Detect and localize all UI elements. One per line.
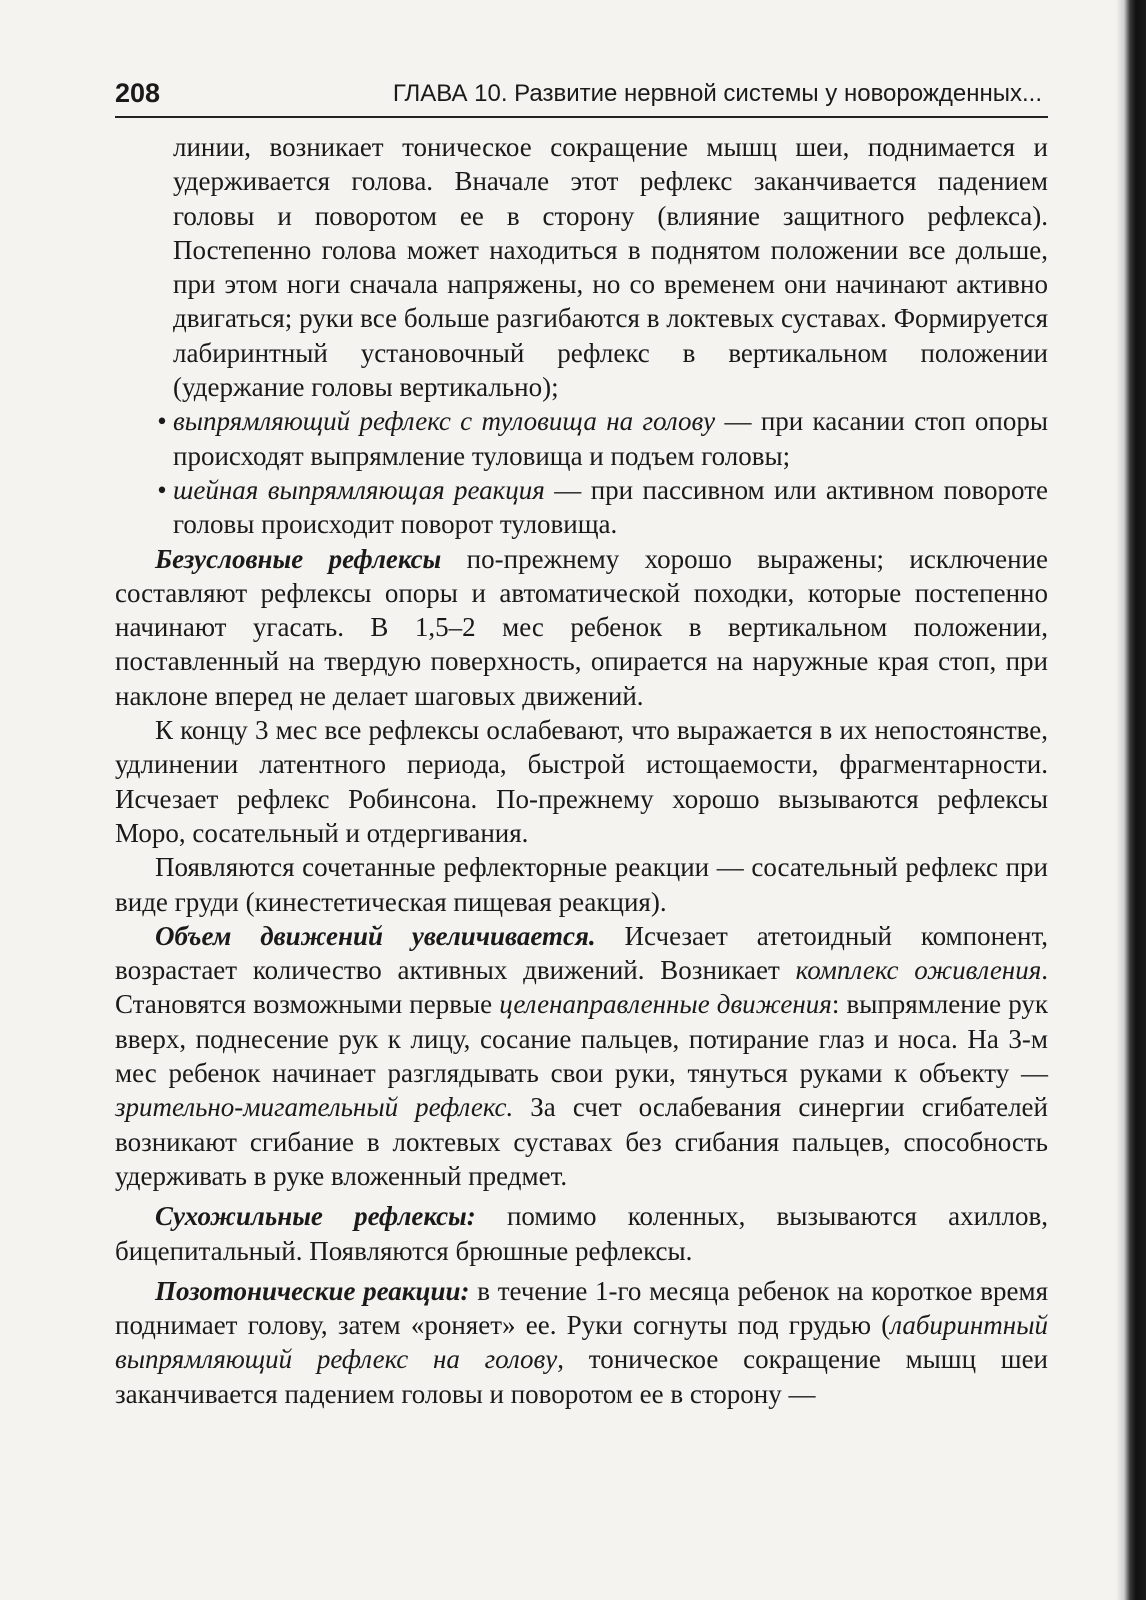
paragraph-weakening: К концу 3 мес все рефлексы ослабевают, что выражается в их непостоянстве, удлинении латентного периода, быстрой истощаемости, фрагментарности. Исчезает рефлекс Робинсона. По-прежнему хорошо вызываются рефлексы Моро, сосательный и отдергивания. — [115, 715, 1048, 848]
page-number: 208 — [115, 78, 161, 108]
bullet-icon: • — [157, 474, 167, 505]
list-item-text: — при пассивном или активном повороте головы происходит поворот туловища. — [173, 474, 1048, 540]
paragraph-heading: Объем движений увеличивается. — [155, 920, 596, 951]
paragraph-text: За счет ослабевания синергии сгибателей возникают сгибание в локтевых суставах без сгибания пальцев, способность удерживать в руке вложенный предмет. — [115, 1092, 1048, 1191]
paragraph-combined-reactions: Появляются сочетанные рефлекторные реакции — сосательный рефлекс при виде груди (кинестетическая пищевая реакция). — [115, 852, 1048, 917]
paragraph-text: в течение 1-го месяца ребенок на короткое время поднимает голову, затем «роняет» ее. Руки согнуты под грудью ( — [115, 1275, 1048, 1341]
list-item-term: выпрямляющий рефлекс с туловища на голову — [173, 406, 716, 437]
list-item — [115, 404, 1048, 473]
term-italic: комплекс оживления — [795, 955, 1042, 986]
term-italic: зрительно-мигательный рефлекс. — [115, 1092, 514, 1123]
term-italic: лабиринтный выпрямляющий рефлекс на голову — [115, 1310, 1048, 1375]
list-item-text: — при касании стоп опоры происходят выпрямление туловища и подъем головы; — [173, 406, 1048, 471]
page-body — [115, 130, 1048, 1411]
paragraph-text: по-прежнему хорошо выражены; исключение составляют рефлексы опоры и автоматической походки, которые постепенно начинают угасать. В 1,5–2 мес ребенок в вертикальном положении, поставленный на твердую поверхность, опирается на наружные края стоп, при наклоне вперед не делает шаговых движений. — [115, 543, 1049, 711]
paragraph-heading: Безусловные рефлексы — [155, 543, 442, 574]
paragraph-text: , тоническое сокращение мышц шеи заканчивается падением головы и поворотом ее в сторону — — [115, 1344, 1048, 1409]
running-title: ГЛАВА 10. Развитие нервной системы у новорожденных... — [392, 80, 1042, 107]
page-header — [115, 76, 1048, 118]
paragraph-heading: Позотонические реакции: — [155, 1275, 470, 1306]
paragraph-text: помимо коленных, вызываются ахиллов, бицепитальный. Появляются брюшные рефлексы. — [115, 1201, 1048, 1266]
bullet-icon: • — [157, 406, 167, 437]
paragraph-movement-volume — [115, 919, 1048, 1193]
paragraph-text: Исчезает атетоидный компонент, возрастает количество активных движений. Возникает — [115, 920, 1048, 986]
paragraph-text: . Становятся возможными первые — [115, 955, 1048, 1020]
paragraph-heading: Сухожильные рефлексы: — [155, 1201, 476, 1232]
term-italic: целенаправленные движения — [499, 989, 832, 1020]
page-binding-edge — [1116, 0, 1146, 1600]
paragraph-tendon-reflexes — [115, 1199, 1048, 1268]
list-item-term: шейная выпрямляющая реакция — [173, 474, 545, 505]
paragraph-unconditioned-reflexes — [115, 542, 1048, 713]
list-item — [115, 473, 1048, 542]
paragraph-posotonic-reactions — [115, 1274, 1048, 1411]
paragraph-continued: линии, возникает тоническое сокращение мышц шеи, поднимается и удерживается голова. Вначале этот рефлекс заканчивается падением головы и поворотом ее в сторону (влияние защитного рефлекса). Постепенно голова может находиться в поднятом положении все дольше, при этом ноги сначала напряжены, но со временем они начинают активно двигаться; руки все больше разгибаются в локтевых суставах. Формируется лабиринтный установочный рефлекс в вертикальном положении (удержание головы вертикально); — [173, 132, 1048, 403]
paragraph-text: : выпрямление рук вверх, поднесение рук к лицу, сосание пальцев, потирание глаз и носа. На 3-м мес ребенок начинает разглядывать свои руки, тянуться руками к объекту — — [115, 989, 1049, 1089]
